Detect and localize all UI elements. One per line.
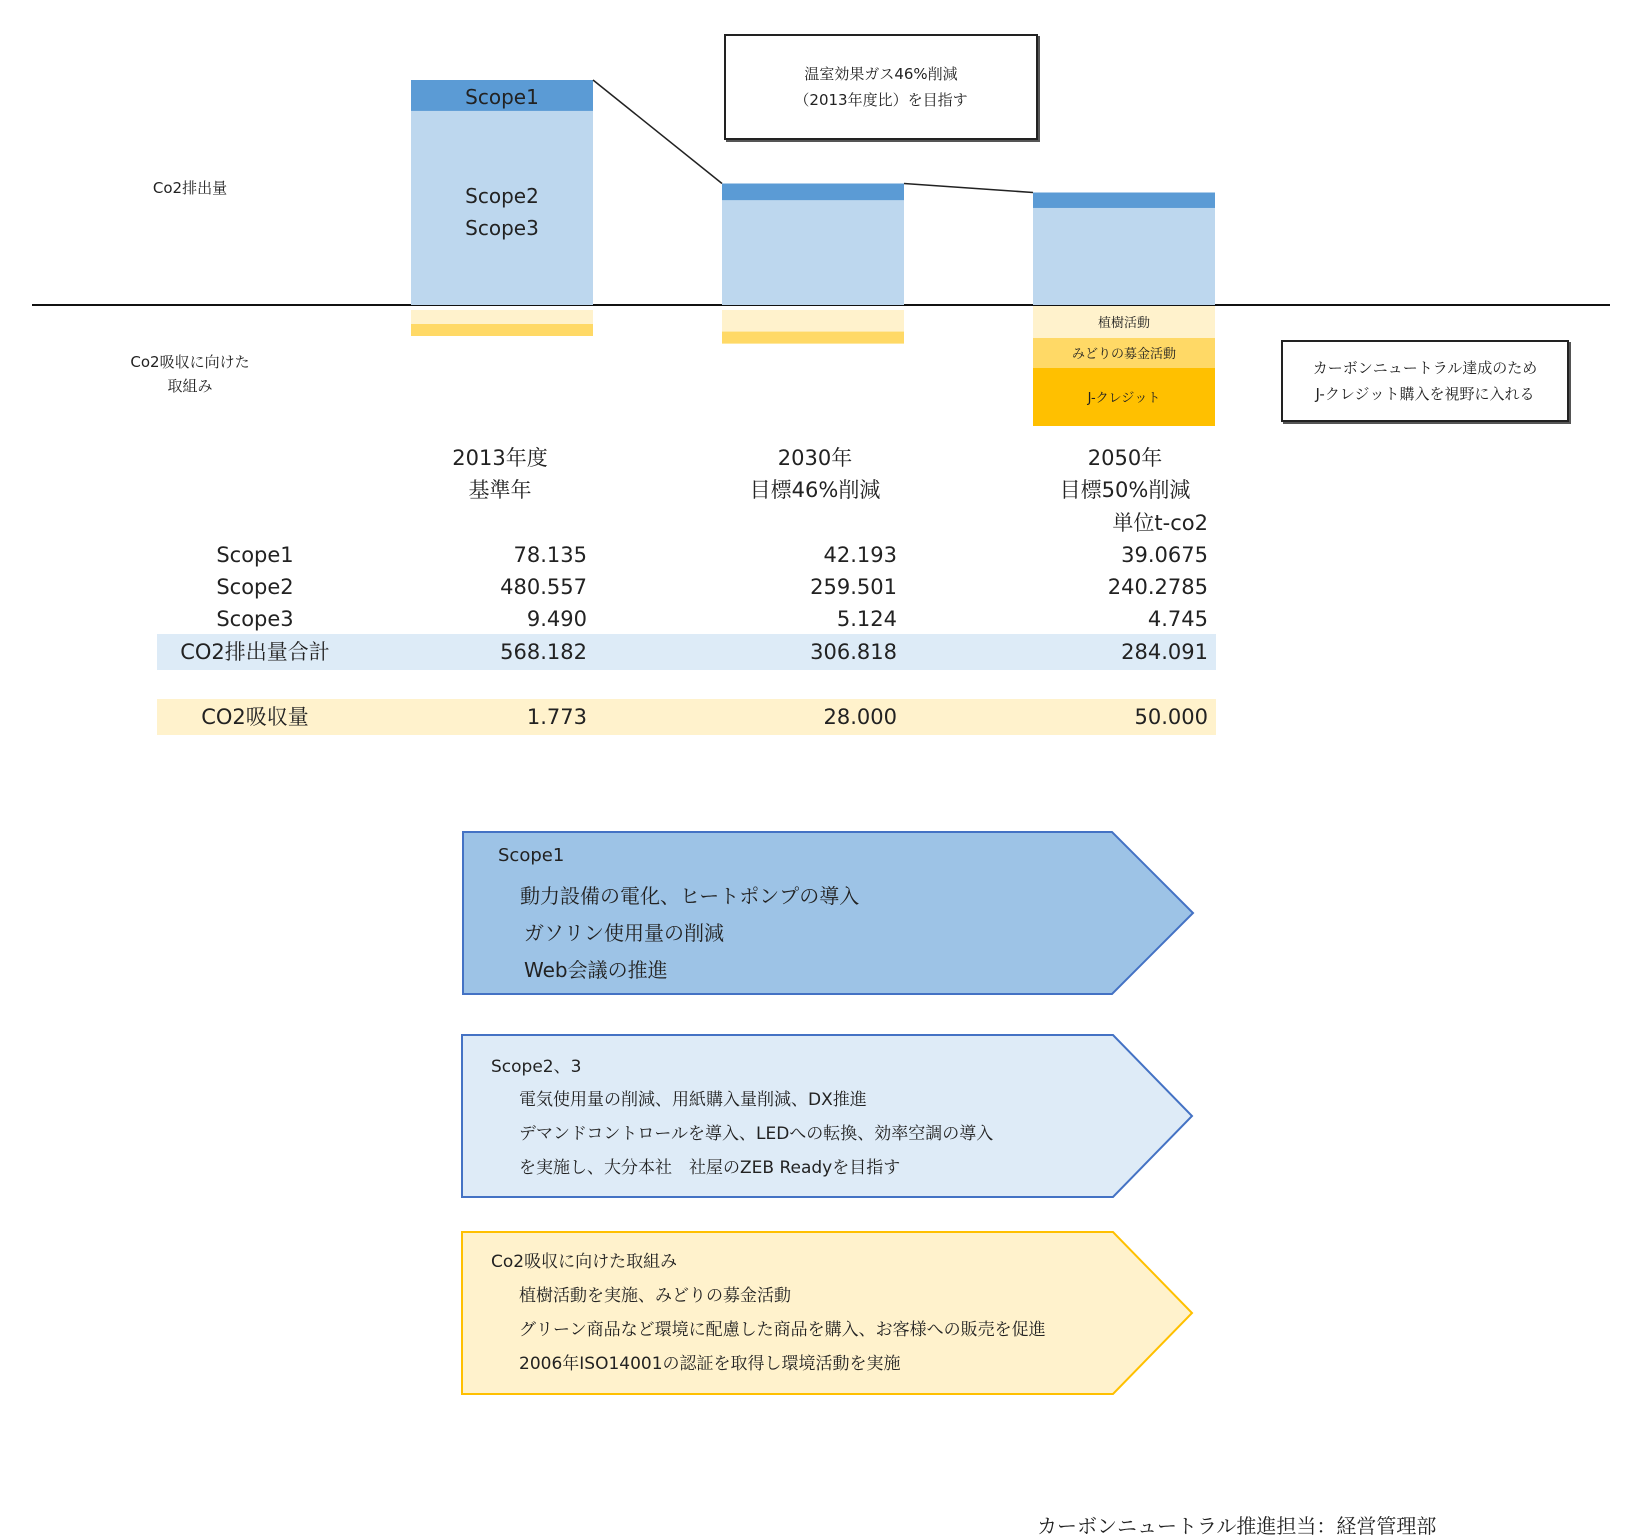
- unit-label: 単位t-co2: [1112, 511, 1208, 535]
- cell-scope3-2030: 5.124: [836, 607, 897, 631]
- cell-scope2-2030: 259.501: [810, 575, 897, 599]
- scope23-arrow-line: デマンドコントロールを導入、LEDへの転換、効率空調の導入: [519, 1124, 994, 1144]
- cell-scope1-2013: 78.135: [513, 543, 587, 567]
- scope1-arrow-title: Scope1: [498, 845, 565, 866]
- absorb-axis-label: Co2吸収に向けた 取組み: [130, 353, 250, 395]
- cell-total-2013: 568.182: [500, 640, 587, 664]
- bar-absorb-mid: [411, 324, 593, 336]
- scope1-arrow-line: Web会議の推進: [524, 958, 668, 982]
- absorb-measures-arrow: [461, 1231, 1194, 1395]
- col-header-2050-sub: 目標50%削減: [1059, 478, 1191, 502]
- scope23-arrow-line: を実施し、大分本社 社屋のZEB Readyを目指す: [519, 1158, 901, 1178]
- scope23-arrow-title: Scope2、3: [491, 1057, 582, 1077]
- bar-absorb-tree-planting-label: 植樹活動: [1097, 316, 1151, 331]
- cell-scope1-2050: 39.0675: [1121, 543, 1208, 567]
- cell-total-2030: 306.818: [810, 640, 897, 664]
- col-header-2030-year: 2030年: [777, 446, 853, 470]
- bar-label-scope3: Scope3: [465, 216, 539, 240]
- absorb-arrow-line: 植樹活動を実施、みどりの募金活動: [519, 1286, 791, 1306]
- row-label-emission-total: CO2排出量合計: [180, 640, 330, 664]
- bar-scope23: [1033, 208, 1215, 305]
- scope23-arrow-line: 電気使用量の削減、用紙購入量削減、DX推進: [519, 1090, 867, 1110]
- row-label-scope3: Scope3: [216, 607, 294, 631]
- cell-scope1-2030: 42.193: [823, 543, 897, 567]
- cell-absorb-2030: 28.000: [823, 705, 897, 729]
- cell-scope3-2050: 4.745: [1147, 607, 1208, 631]
- target-callout: 温室効果ガス46%削減 （2013年度比）を目指す: [724, 34, 1038, 140]
- cell-scope2-2050: 240.2785: [1107, 575, 1208, 599]
- scope1-arrow-line: 動力設備の電化、ヒートポンプの導入: [520, 884, 860, 908]
- bar-scope23: [722, 200, 904, 305]
- bar-scope1: [722, 184, 904, 201]
- connector-line: [593, 80, 722, 184]
- col-header-2013-year: 2013年度: [452, 446, 548, 470]
- cell-absorb-2013: 1.773: [526, 705, 587, 729]
- row-label-absorb: CO2吸収量: [201, 705, 309, 729]
- col-header-2050-year: 2050年: [1087, 446, 1163, 470]
- cell-scope2-2013: 480.557: [500, 575, 587, 599]
- bar-scope1: [1033, 193, 1215, 208]
- cell-absorb-2050: 50.000: [1134, 705, 1208, 729]
- cell-total-2050: 284.091: [1121, 640, 1208, 664]
- bar-label-scope2: Scope2: [465, 184, 539, 208]
- emission-axis-label: Co2排出量: [152, 179, 228, 197]
- bar-absorb-jcredit-label: J-クレジット: [1087, 391, 1161, 406]
- connector-line: [904, 184, 1033, 193]
- cell-scope3-2013: 9.490: [526, 607, 587, 631]
- col-header-2013-sub: 基準年: [468, 478, 532, 502]
- row-label-scope2: Scope2: [216, 575, 294, 599]
- neutral-callout: カーボンニュートラル達成のため J-クレジット購入を視野に入れる: [1281, 340, 1569, 422]
- scope1-measures-arrow: [462, 831, 1195, 995]
- bar-absorb-mid: [722, 332, 904, 344]
- footer-department: カーボンニュートラル推進担当：経営管理部: [1037, 1514, 1437, 1538]
- bar-absorb-green-fund-label: みどりの募金活動: [1071, 347, 1177, 362]
- bar-label-scope1: Scope1: [465, 85, 539, 109]
- absorb-arrow-title: Co2吸収に向けた取組み: [491, 1252, 678, 1272]
- absorb-arrow-line: 2006年ISO14001の認証を取得し環境活動を実施: [519, 1354, 901, 1374]
- scope23-measures-arrow: [461, 1034, 1194, 1198]
- absorb-arrow-line: グリーン商品など環境に配慮した商品を購入、お客様への販売を促進: [519, 1320, 1046, 1340]
- col-header-2030-sub: 目標46%削減: [749, 478, 881, 502]
- scope1-arrow-line: ガソリン使用量の削減: [524, 921, 724, 945]
- row-label-scope1: Scope1: [216, 543, 294, 567]
